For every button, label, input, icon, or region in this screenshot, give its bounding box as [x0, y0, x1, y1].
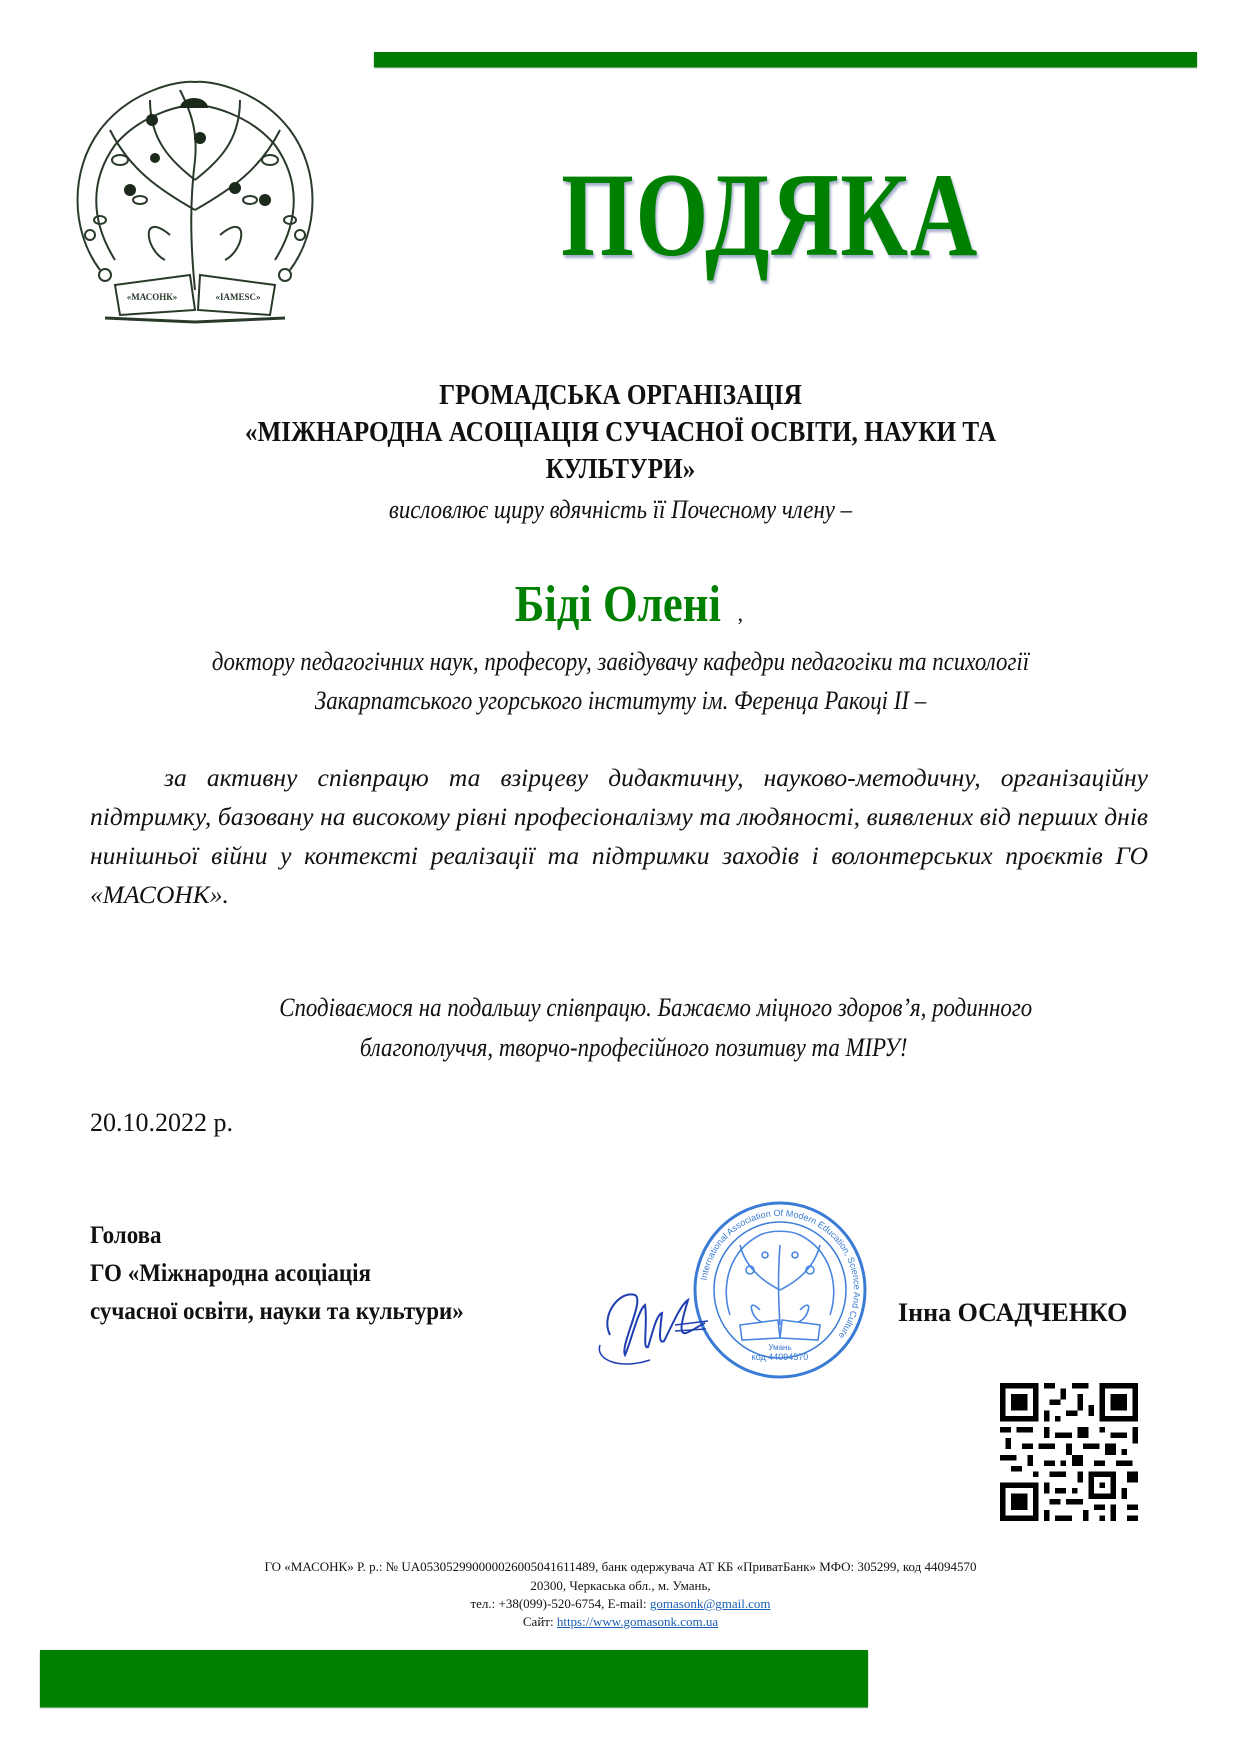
recipient-comma: ,	[737, 601, 744, 626]
bottom-decorative-bar	[40, 1650, 868, 1707]
gratitude-reason-paragraph: за активну співпрацю та взірцеву дидактичну, науково-методичну, організаційну підтримку, базовану на високому рівні професіоналізму та людяності, виявлених від перших днів нинішньої війни у контексті реалізації та підтримки заходів і волонтерських проєктів ГО «МАСОНК».	[90, 763, 1148, 909]
stamp-city: Умань	[768, 1343, 792, 1352]
footer-site-label: Сайт:	[522, 1614, 557, 1629]
organization-line-3: КУЛЬТУРИ»	[545, 454, 696, 485]
signatory-org-line-2: сучасної освіти, науки та культури»	[90, 1298, 464, 1325]
recipient-title-line-1: доктору педагогічних наук, професору, завідувачу кафедри педагогіки та психології	[211, 647, 1030, 676]
signatory-org-line-1: ГО «Міжнародна асоціація	[90, 1260, 371, 1287]
qr-code[interactable]	[1000, 1383, 1138, 1521]
logo-book-left-text: «МАСОНК»	[126, 292, 178, 302]
tree-emblem-icon	[40, 60, 350, 335]
logo-book-right-text: «IAMESC»	[215, 292, 261, 302]
wishes-line-2: благополуччя, творчо-професійного позитиву та МІРУ!	[359, 1033, 908, 1062]
signature-icon	[590, 1275, 710, 1375]
official-stamp	[690, 1200, 870, 1380]
stamp-seal-icon	[690, 1200, 870, 1380]
qr-code-icon	[1000, 1383, 1138, 1521]
document-title: ПОДЯКА	[561, 148, 979, 281]
footer-bank-requisites: ГО «МАСОНК» Р. р.: № UA053052990000026005041611489, банк одержувача АТ КБ «ПриватБанк» МФО: 305299, код 44094570	[264, 1559, 977, 1574]
stamp-code: код 44094570	[751, 1352, 809, 1362]
footer-email-link[interactable]: gomasonk@gmail.com	[649, 1596, 771, 1611]
organization-logo	[40, 60, 350, 335]
gratitude-intro: висловлює щиру вдячність її Почесному члену –	[388, 495, 853, 524]
organization-line-1: ГРОМАДСЬКА ОРГАНІЗАЦІЯ	[439, 380, 802, 411]
organization-line-2: «МІЖНАРОДНА АСОЦІАЦІЯ СУЧАСНОЇ ОСВІТИ, НАУКИ ТА	[244, 417, 997, 448]
footer-address: 20300, Черкаська обл., м. Умань,	[530, 1578, 711, 1593]
handwritten-signature	[590, 1275, 710, 1375]
footer-site	[0, 1613, 1241, 1631]
footer-phone-label: тел.: +38(099)-520-6754, E-mail:	[470, 1596, 650, 1611]
footer-site-link[interactable]: https://www.gomasonk.com.ua	[556, 1614, 719, 1629]
footer-contacts	[0, 1595, 1241, 1613]
wishes-line-1: Сподіваємося на подальшу співпрацю. Бажаємо міцного здоров’я, родинного	[279, 993, 1033, 1022]
recipient-name: Біді Олені	[514, 576, 721, 633]
signatory-name: Інна ОСАДЧЕНКО	[898, 1298, 1128, 1327]
top-decorative-bar	[374, 52, 1197, 67]
signatory-role: Голова	[90, 1222, 162, 1249]
recipient	[0, 575, 1241, 634]
document-date: 20.10.2022 р.	[90, 1108, 233, 1137]
stamp-outer-text: International Association Of Modern Education, Science And Culture	[698, 1207, 863, 1341]
recipient-title-line-2: Закарпатського угорського інституту ім. Ференца Ракоці ІІ –	[314, 686, 927, 715]
